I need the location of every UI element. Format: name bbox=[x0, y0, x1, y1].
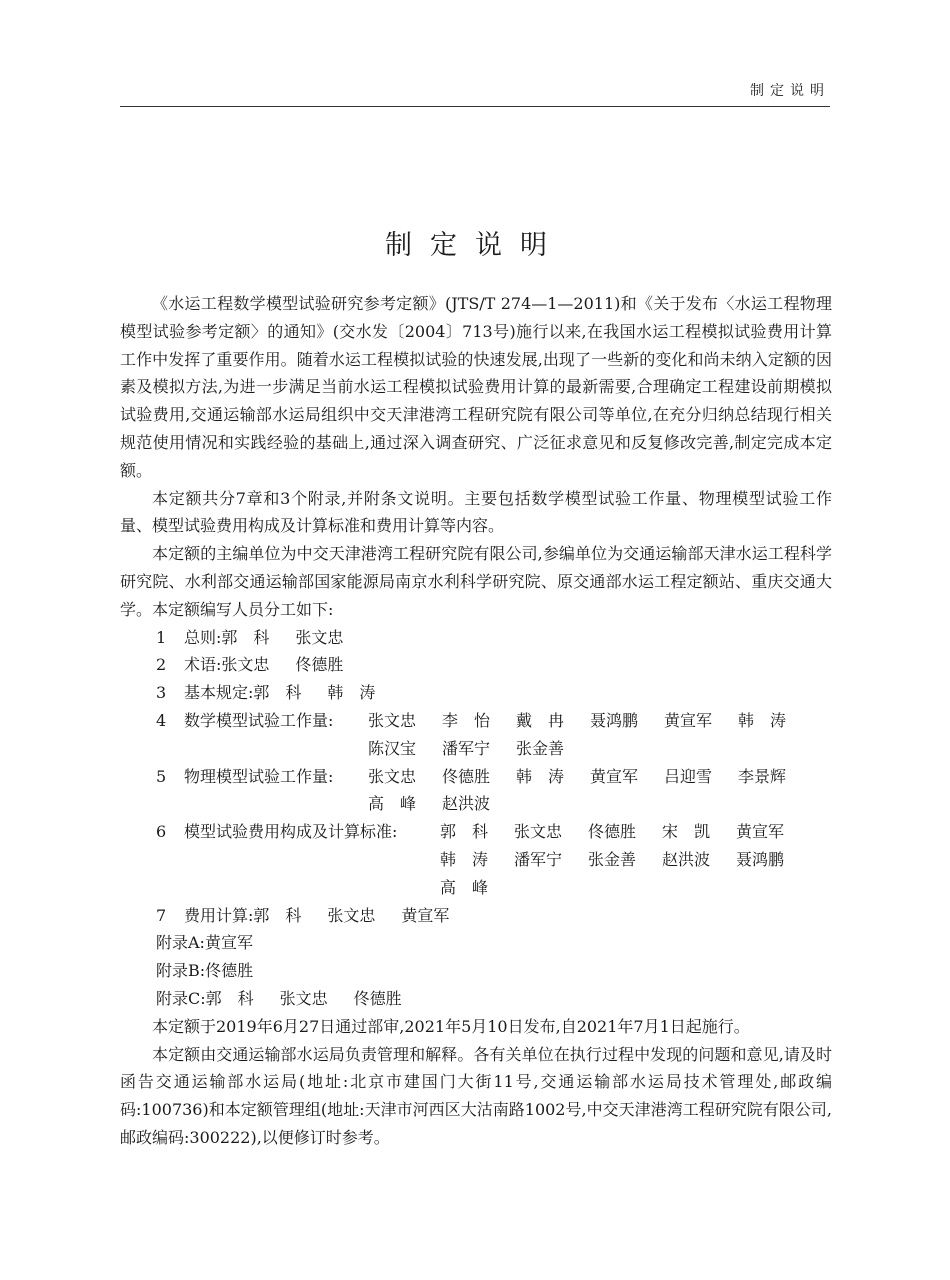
author-name: 李景辉 bbox=[738, 766, 787, 786]
chapter-label: 术语: bbox=[184, 655, 222, 675]
appendix-row bbox=[156, 985, 832, 1013]
author-name: 韩 涛 bbox=[327, 683, 376, 703]
chapter-number: 7 bbox=[156, 905, 167, 925]
author-names bbox=[221, 624, 369, 652]
author-name: 黄宣军 bbox=[664, 710, 713, 730]
page-title: 制定说明 bbox=[385, 230, 565, 261]
author-name: 佟德胜 bbox=[353, 988, 402, 1008]
author-name: 高 峰 bbox=[440, 877, 489, 897]
body-text bbox=[120, 290, 832, 1152]
appendix-label: 附录C: bbox=[156, 988, 206, 1008]
author-row bbox=[120, 902, 832, 930]
author-names bbox=[253, 679, 401, 707]
author-row bbox=[120, 818, 832, 901]
author-name: 佟德胜 bbox=[295, 655, 344, 675]
author-name: 佟德胜 bbox=[588, 822, 637, 842]
chapter-number: 4 bbox=[156, 710, 167, 730]
chapter-number: 5 bbox=[156, 766, 167, 786]
author-name: 张文忠 bbox=[368, 766, 417, 786]
author-names bbox=[253, 902, 475, 930]
author-name: 佟德胜 bbox=[205, 961, 254, 981]
author-name: 宋 凯 bbox=[662, 822, 711, 842]
appendix-row bbox=[156, 929, 832, 957]
author-name: 聂鸿鹏 bbox=[736, 849, 785, 869]
author-name: 郭 科 bbox=[205, 988, 254, 1008]
author-name: 高 峰 bbox=[368, 794, 417, 814]
author-name: 戴 冉 bbox=[516, 710, 565, 730]
author-name: 黄宣军 bbox=[204, 933, 253, 953]
chapter-label: 总则: bbox=[184, 627, 222, 647]
paragraph-units: 本定额的主编单位为中交天津港湾工程研究院有限公司,参编单位为交通运输部天津水运工程科学研究院、水利部交通运输部国家能源局南京水利科学研究院、原交通部水运工程定额站、重庆交通大学。本定额编写人员分工如下: bbox=[120, 544, 832, 619]
author-list bbox=[120, 624, 832, 930]
author-name: 张文忠 bbox=[295, 627, 344, 647]
appendix-list bbox=[120, 929, 832, 1012]
appendix-label: 附录B: bbox=[156, 961, 206, 981]
chapter-number: 3 bbox=[156, 683, 167, 703]
author-name: 郭 科 bbox=[440, 822, 489, 842]
author-name: 陈汉宝 bbox=[368, 738, 417, 758]
author-name: 赵洪波 bbox=[442, 794, 491, 814]
author-names bbox=[368, 763, 812, 819]
appendix-label: 附录A: bbox=[156, 933, 205, 953]
author-names bbox=[221, 651, 369, 679]
author-names bbox=[205, 929, 279, 957]
author-name: 张金善 bbox=[588, 849, 637, 869]
author-name: 赵洪波 bbox=[662, 849, 711, 869]
author-name: 黄宣军 bbox=[401, 905, 450, 925]
author-name: 郭 科 bbox=[253, 905, 302, 925]
appendix-row bbox=[156, 957, 832, 985]
chapter-number: 6 bbox=[156, 822, 167, 842]
author-name: 潘军宁 bbox=[442, 738, 491, 758]
chapter-number: 1 bbox=[156, 627, 167, 647]
author-row bbox=[120, 707, 832, 763]
author-name: 张文忠 bbox=[327, 905, 376, 925]
author-name: 张文忠 bbox=[368, 710, 417, 730]
author-name: 张文忠 bbox=[221, 655, 270, 675]
author-name: 韩 涛 bbox=[440, 849, 489, 869]
author-name: 韩 涛 bbox=[738, 710, 787, 730]
author-name: 聂鸿鹏 bbox=[590, 710, 639, 730]
paragraph-release-dates: 本定额于2019年6月27日通过部审,2021年5月10日发布,自2021年7月1日起施行。 bbox=[152, 1016, 750, 1036]
author-name: 郭 科 bbox=[253, 683, 302, 703]
author-name: 黄宣军 bbox=[590, 766, 639, 786]
chapter-label: 费用计算: bbox=[184, 905, 254, 925]
paragraph-management: 本定额由交通运输部水运局负责管理和解释。各有关单位在执行过程中发现的问题和意见,请及时函告交通运输部水运局(地址:北京市建国门大街11号,交通运输部水运局技术管理处,邮政编码:100736)和本定额管理组(地址:天津市河西区大沽南路1002号,中交天津港湾工程研究院有限公司,邮政编码:300222),以便修订时参考。 bbox=[120, 1044, 832, 1147]
author-row bbox=[120, 679, 832, 707]
author-names bbox=[205, 957, 279, 985]
author-name: 黄宣军 bbox=[736, 822, 785, 842]
chapter-number: 2 bbox=[156, 655, 167, 675]
author-names bbox=[368, 707, 812, 763]
chapter-label: 物理模型试验工作量: bbox=[184, 766, 334, 786]
author-name: 郭 科 bbox=[221, 627, 270, 647]
author-name: 吕迎雪 bbox=[664, 766, 713, 786]
author-name: 韩 涛 bbox=[516, 766, 565, 786]
author-names bbox=[440, 818, 810, 901]
author-name: 张文忠 bbox=[514, 822, 563, 842]
chapter-label: 数学模型试验工作量: bbox=[184, 710, 334, 730]
chapter-label: 模型试验费用构成及计算标准: bbox=[184, 822, 398, 842]
author-name: 佟德胜 bbox=[442, 766, 491, 786]
author-name: 潘军宁 bbox=[514, 849, 563, 869]
author-row bbox=[120, 651, 832, 679]
author-name: 张金善 bbox=[516, 738, 565, 758]
author-row bbox=[120, 624, 832, 652]
author-name: 李 怡 bbox=[442, 710, 491, 730]
chapter-label: 基本规定: bbox=[184, 683, 254, 703]
paragraph-structure: 本定额共分7章和3个附录,并附条文说明。主要包括数学模型试验工作量、物理模型试验工作量、模型试验费用构成及计算标准和费用计算等内容。 bbox=[120, 488, 832, 536]
author-names bbox=[206, 985, 428, 1013]
paragraph-intro: 《水运工程数学模型试验研究参考定额》(JTS/T 274—1—2011)和《关于发布〈水运工程物理模型试验参考定额〉的通知》(交水发〔2004〕713号)施行以来,在我国水运工程模拟试验费用计算工作中发挥了重要作用。随着水运工程模拟试验的快速发展,出现了一些新的变化和尚未纳入定额的因素及模拟方法,为进一步满足当前水运工程模拟试验费用计算的最新需要,合理确定工程建设前期模拟试验费用,交通运输部水运局组织中交天津港湾工程研究院有限公司等单位,在充分归纳总结现行相关规范使用情况和实践经验的基础上,通过深入调查研究、广泛征求意见和反复修改完善,制定完成本定额。 bbox=[120, 294, 832, 480]
author-name: 张文忠 bbox=[279, 988, 328, 1008]
author-row bbox=[120, 763, 832, 819]
running-header: 制定说明 bbox=[120, 80, 830, 107]
